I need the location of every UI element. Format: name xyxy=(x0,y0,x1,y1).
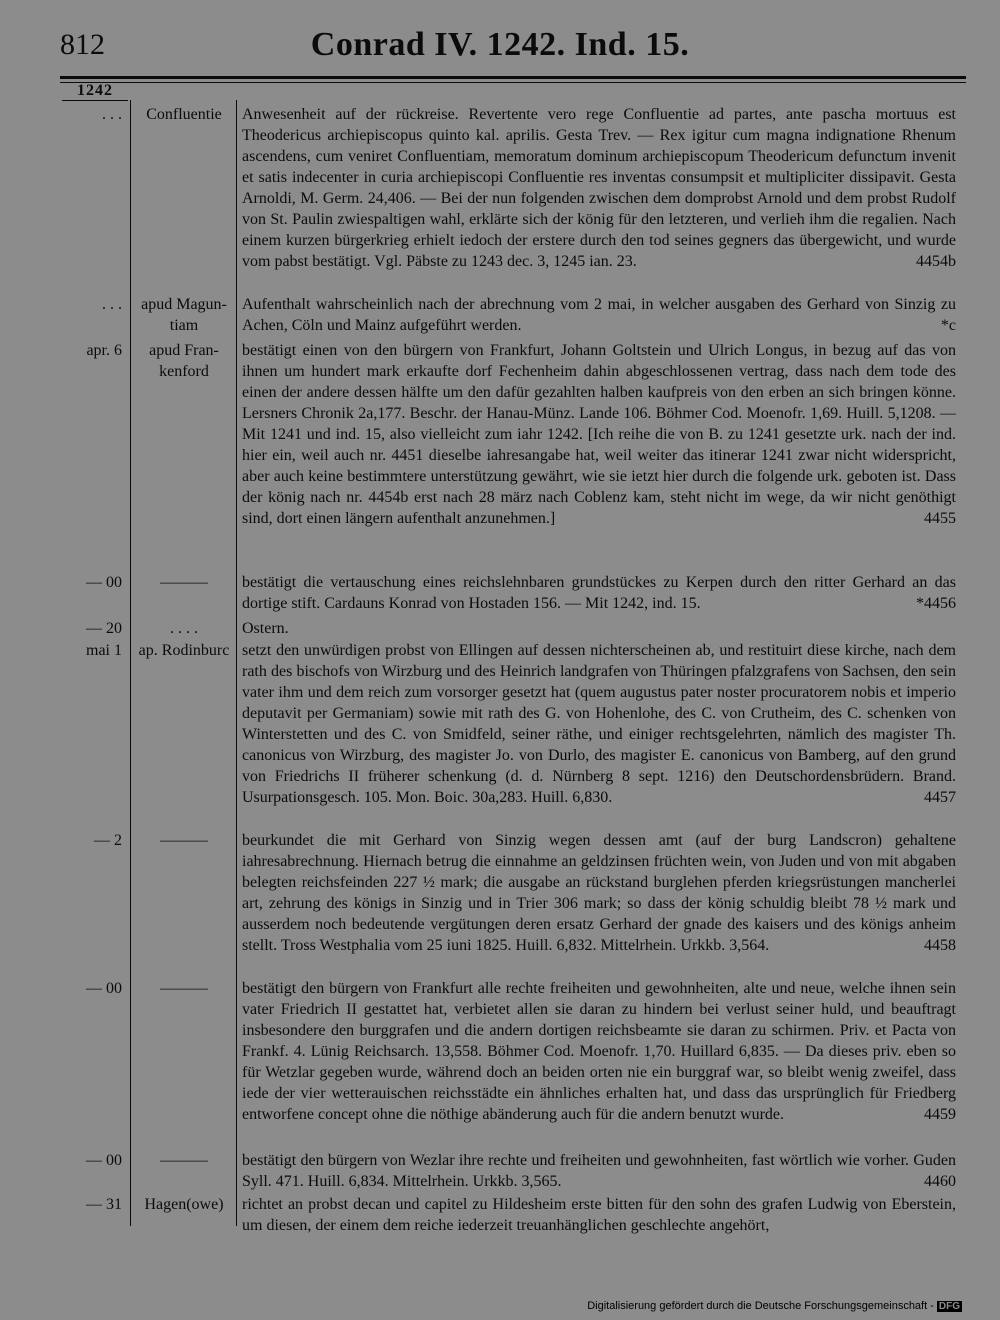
entry-text xyxy=(242,1194,956,1236)
entry-text xyxy=(242,104,956,272)
entry-body: beurkundet die mit Gerhard von Sinzig wegen dessen amt (auf der burg Landscron) gehaltene iahresabrechnung. Hiernach betrug die einnahme an geldzinsen früchten wein, von Juden und von mit abgaben belegten reichsfeinden 227 ½ mark; die ausgabe an rückstand burglehen pferden kriegsrüstungen mancherlei art, zehrung des königs in Sinzig und in Trier 306 mark; so dass der könig schuldig bleibt 78 ½ mark und ausserdem noch bedeutende vergütungen deren ersatz Gerhard der gnade des kaisers und des königs anheim stellt. Tross Westphalia vom 25 iuni 1825. Huill. 6,832. Mittelrhein. Urkkb. 3,564. xyxy=(242,832,956,954)
entry-place: . . . . xyxy=(170,620,198,637)
entry-place: ap. Rodinburc xyxy=(138,642,230,659)
column-divider xyxy=(130,100,131,1226)
entry-place: ——— xyxy=(160,574,208,591)
column-divider xyxy=(236,100,237,1226)
header-rule-thin xyxy=(60,82,966,83)
entry-place: Confluentie xyxy=(146,106,222,123)
entry-number: 4458 xyxy=(924,937,956,954)
entry-date: . . . xyxy=(102,106,122,123)
entry-text xyxy=(242,340,956,529)
entry-body: richtet an probst decan und capitel zu Hildesheim erste bitten für den sohn des grafen Ludwig von Eberstein, um diesen, der einem dem reiche iederzeit treuanhänglichen geschlechte angehört, xyxy=(242,1196,956,1234)
credit-text: Digitalisierung gefördert durch die Deutsche Forschungsgemeinschaft - xyxy=(587,1300,934,1312)
entry-body: bestätigt den bürgern von Wezlar ihre rechte und freiheiten und gewohnheiten, fast wörtlich wie vorher. Guden Syll. 471. Huill. 6,834. Mittelrhein. Urkkb. 3,565. xyxy=(242,1152,956,1190)
year-heading: 1242 xyxy=(62,82,128,101)
entry-place: ——— xyxy=(160,980,208,997)
digitization-credit xyxy=(587,1300,962,1312)
entry-text xyxy=(242,640,956,808)
entry-date: — 00 xyxy=(86,1152,122,1169)
page-number: 812 xyxy=(60,28,105,61)
entry-body: Ostern. xyxy=(242,620,289,637)
entry-number: *4456 xyxy=(916,595,956,612)
entry-text xyxy=(242,1150,956,1192)
entry-text xyxy=(242,618,956,639)
entry-body: Aufenthalt wahrscheinlich nach der abrechnung vom 2 mai, in welcher ausgaben des Gerhard von Sinzig zu Achen, Cöln und Mainz aufgeführt werden. xyxy=(242,296,956,334)
entry-place: ——— xyxy=(160,832,208,849)
header-rule xyxy=(60,76,966,79)
entry-date: — 00 xyxy=(86,980,122,997)
entry-number: *c xyxy=(940,317,956,334)
entry-number: 4459 xyxy=(924,1106,956,1123)
entry-place: Hagen(owe) xyxy=(144,1196,224,1213)
entry-body: bestätigt die vertauschung eines reichslehnbaren grundstückes zu Kerpen durch den ritter Gerhard an das dortige stift. Cardauns Konrad von Hostaden 156. — Mit 1242, ind. 15. xyxy=(242,574,956,612)
entry-place: apud Magun- tiam xyxy=(141,296,227,334)
entry-text xyxy=(242,294,956,336)
entry-place: apud Fran- kenford xyxy=(149,342,219,380)
entry-number: 4457 xyxy=(924,789,956,806)
entry-number: 4455 xyxy=(924,510,956,527)
entry-number: 4460 xyxy=(924,1173,956,1190)
entry-number: 4454b xyxy=(916,253,956,270)
entry-body: bestätigt den bürgern von Frankfurt alle rechte freiheiten und gewohnheiten, alte und neue, welche ihnen sein vater Friedrich II gestattet hat, verbietet allen sie daran zu hindern bei verlust seiner huld, und beauftragt insbesondere den burggrafen und die andern dortigen reichsbeamte sie daran zu schirmen. Priv. et Pacta von Frankf. 4. Lünig Reichsarch. 13,558. Böhmer Cod. Moenofr. 1,70. Huillard 6,835. — Da dieses priv. eben so für Wetzlar gegeben wurde, während doch an beiden orten nie ein burggraf war, so bleibt wenig zweifel, dass iede der vier wetterauischen reichsstädte ein ähnliches erhalten hat, und dass das ursprünglich für Friedberg entworfene concept ohne die nöthige abänderung auch für die andern benutzt wurde. xyxy=(242,980,956,1123)
dfg-logo: DFG xyxy=(938,1301,960,1312)
entry-text xyxy=(242,572,956,614)
entry-place: ——— xyxy=(160,1152,208,1169)
entry-body: Anwesenheit auf der rückreise. Revertente vero rege Confluentie ad partes, ante pascha mortuus est Theodericus archiepiscopus quinto kal. aprilis. Gesta Trev. — Rex igitur cum magna indignatione Rhenum ascendens, cum veniret Confluentiam, memoratum dominum archiepiscopum Theodericum defunctum invenit et satis indecenter in curia archiepiscopi Confluentie res inventas consumpsit et multipliciter dissipavit. Gesta Arnoldi, M. Germ. 24,406. — Bei der nun folgenden zwischen dem domprobst Arnold und dem probst Rudolf von St. Paulin zwiespaltigen wahl, erklärte sich der könig für den letzteren, und verlieh ihm die regalien. Nach einem kurzen bürgerkrieg erhielt iedoch der erstere durch den tod seines gegners das übergewicht, und wurde vom pabst bestätigt. Vgl. Päbste zu 1243 dec. 3, 1245 ian. 23. xyxy=(242,106,956,270)
entry-body: setzt den unwürdigen probst von Ellingen auf dessen nichterscheinen ab, und restituirt diese kirche, nach dem rath des bischofs von Wirzburg und des Heinrich landgrafen von Thüringen pfalzgrafens von Sachsen, den sein vater ihm und dem reich zum vorsorger gesetzt hat (quem augustus pater noster procuratorem nobis et imperio deputavit per Germaniam) sowie mit rath des G. von Hohenlohe, des C. von Crutheim, des C. schenken von Winterstetten und des C. von Smidfeld, seiner räthe, und einiger rechtsgelehrten, nämlich des magister Th. canonicus von Wirzburg, des magister Jo. von Durlo, des magister E. canonicus von Bamberg, auf den grund von Friedrichs II früherer schenkung (d. d. Nürnberg 8 sept. 1216) den Deutschordensbrüdern. Brand. Usurpationsgesch. 105. Mon. Boic. 30a,283. Huill. 6,830. xyxy=(242,642,956,806)
entry-date: — 20 xyxy=(86,620,122,637)
entry-text xyxy=(242,978,956,1125)
entry-date: . . . xyxy=(102,296,122,313)
entry-date: — 31 xyxy=(86,1196,122,1213)
entry-text xyxy=(242,830,956,956)
page-title: Conrad IV. 1242. Ind. 15. xyxy=(310,26,690,63)
entry-date: — 2 xyxy=(94,832,122,849)
entry-body: bestätigt einen von den bürgern von Frankfurt, Johann Goltstein und Ulrich Longus, in bezug auf das von ihnen um hundert mark erkaufte dorf Fechenheim dahin abgeschlossenen vertrag, dass nach dem tode des einen der andere dessen hälfte um den dafür gezahlten halben kaufpreis von den erben an sich bringen könne. Lersners Chronik 2a,177. Beschr. der Hanau-Münz. Lande 106. Böhmer Cod. Moenofr. 1,69. Huill. 5,1208. — Mit 1241 und ind. 15, also vielleicht zum iahr 1242. [Ich reihe die von B. zu 1241 gesetzte urk. nach der ind. hier ein, weil auch nr. 4451 dieselbe iahresangabe hat, weil weiter das itinerar 1241 zwar nicht widerspricht, aber auch keine bestimmtere unterstützung gewährt, wie sie ietzt hier durch die folgende urk. geboten ist. Dass der könig nach nr. 4454b erst nach 28 märz nach Coblenz kam, steht nicht im wege, da wir nicht genöthigt sind, dort einen längern aufenthalt anzunehmen.] xyxy=(242,342,956,527)
entry-date: apr. 6 xyxy=(86,342,122,359)
entry-date: — 00 xyxy=(86,574,122,591)
entry-date: mai 1 xyxy=(86,642,122,659)
